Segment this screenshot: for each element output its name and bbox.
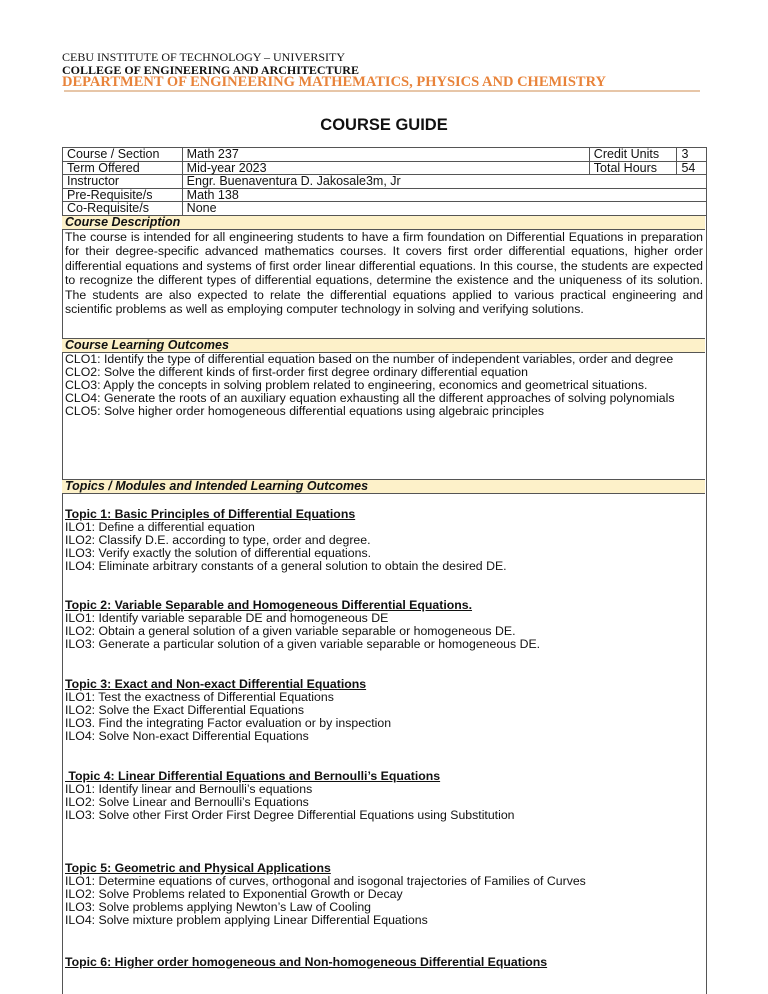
topics-heading: Topics / Modules and Intended Learning Outcomes: [62, 479, 705, 494]
header-divider: [64, 90, 700, 92]
course-value: Math 237: [182, 148, 589, 162]
clo-item: CLO3: Apply the concepts in solving problem related to engineering, economics and geometrical situations.: [65, 378, 648, 392]
ilo-item: ILO1: Define a differential equation: [65, 520, 255, 534]
clo-list: [65, 353, 703, 418]
description-text: The course is intended for all engineering students to have a firm foundation on Differential Equations in preparation for their degree-specific advanced mathematics courses. It covers first order differential equations, higher order differential equations and systems of first order linear differential equations. In this course, the students are expected to recognize the different types of differential equations, determine the existence and the uniqueness of its solution. The students are also expected to relate the differential equations applied to various practical engineering and scientific problems as well as employing computer technology in solving and verifying solutions.: [65, 230, 703, 317]
topic-title: Topic 6: Higher order homogeneous and Non-homogeneous Differential Equations: [65, 955, 548, 969]
clo-item: CLO4: Generate the roots of an auxiliary equation exhausting all the different approaches of solving polynomials: [65, 391, 675, 405]
ilo-item: ILO1: Identify variable separable DE and homogeneous DE: [65, 611, 389, 625]
ilo-item: ILO3: Solve other First Order First Degree Differential Equations using Substitution: [65, 808, 515, 822]
clo-heading: Course Learning Outcomes: [62, 338, 705, 353]
topic-title: Topic 4: Linear Differential Equations and Bernoulli’s Equations: [65, 769, 441, 783]
coreq-label: Co-Requisite/s: [63, 202, 183, 216]
instructor-value: Engr. Buenaventura D. Jakosale3m, Jr: [182, 175, 706, 189]
topic-5: [65, 862, 703, 927]
clo-item: CLO1: Identify the type of differential equation based on the number of independent variables, order and degree: [65, 352, 674, 366]
ilo-item: ILO2: Solve Linear and Bernoulli’s Equations: [65, 795, 309, 809]
term-label: Term Offered: [63, 161, 183, 175]
topic-title: Topic 3: Exact and Non-exact Differential Equations: [65, 677, 367, 691]
prereq-value: Math 138: [182, 188, 706, 202]
ilo-item: ILO2: Solve the Exact Differential Equations: [65, 703, 305, 717]
hours-value: 54: [677, 161, 707, 175]
ilo-item: ILO4: Eliminate arbitrary constants of a general solution to obtain the desired DE.: [65, 559, 507, 573]
course-label: Course / Section: [63, 148, 183, 162]
ilo-item: ILO3: Generate a particular solution of a given variable separable or homogeneous DE.: [65, 637, 541, 651]
topic-title: Topic 2: Variable Separable and Homogeneous Differential Equations.: [65, 598, 473, 612]
clo-item: CLO2: Solve the different kinds of first-order first degree ordinary differential equation: [65, 365, 528, 379]
ilo-item: ILO1: Determine equations of curves, orthogonal and isogonal trajectories of Families of Curves: [65, 874, 586, 888]
credit-label: Credit Units: [589, 148, 677, 162]
ilo-item: ILO1: Test the exactness of Differential Equations: [65, 690, 334, 704]
topic-title: Topic 1: Basic Principles of Differential Equations: [65, 507, 356, 521]
ilo-item: ILO4: Solve mixture problem applying Linear Differential Equations: [65, 913, 428, 927]
page-title: COURSE GUIDE: [320, 116, 448, 134]
ilo-item: ILO3: Verify exactly the solution of differential equations.: [65, 546, 372, 560]
ilo-item: ILO1: Identify linear and Bernoulli’s equations: [65, 782, 313, 796]
instructor-label: Instructor: [63, 175, 183, 189]
topic-6: [65, 956, 703, 969]
topic-2: [65, 599, 703, 651]
topic-4: [65, 770, 703, 822]
ilo-item: ILO2: Solve Problems related to Exponential Growth or Decay: [65, 887, 403, 901]
ilo-item: ILO3. Find the integrating Factor evaluation or by inspection: [65, 716, 392, 730]
topic-title: Topic 5: Geometric and Physical Applications: [65, 861, 331, 875]
clo-item: CLO5: Solve higher order homogeneous differential equations using algebraic principles: [65, 404, 544, 418]
credit-value: 3: [677, 148, 707, 162]
course-info-table: [62, 147, 707, 216]
ilo-item: ILO3: Solve problems applying Newton’s Law of Cooling: [65, 900, 371, 914]
college-name: COLLEGE OF ENGINEERING AND ARCHITECTURE: [62, 63, 359, 77]
ilo-item: ILO2: Obtain a general solution of a given variable separable or homogeneous DE.: [65, 624, 516, 638]
topic-3: [65, 678, 703, 743]
coreq-value: None: [182, 202, 706, 216]
hours-label: Total Hours: [589, 161, 677, 175]
topic-1: [65, 508, 703, 573]
ilo-item: ILO2: Classify D.E. according to type, order and degree.: [65, 533, 371, 547]
prereq-label: Pre-Requisite/s: [63, 188, 183, 202]
ilo-item: ILO4: Solve Non-exact Differential Equations: [65, 729, 309, 743]
university-name: CEBU INSTITUTE OF TECHNOLOGY – UNIVERSITY: [62, 50, 345, 64]
department-name: DEPARTMENT OF ENGINEERING MATHEMATICS, PHYSICS AND CHEMISTRY: [62, 74, 606, 90]
description-heading: Course Description: [62, 215, 705, 230]
term-value: Mid-year 2023: [182, 161, 589, 175]
